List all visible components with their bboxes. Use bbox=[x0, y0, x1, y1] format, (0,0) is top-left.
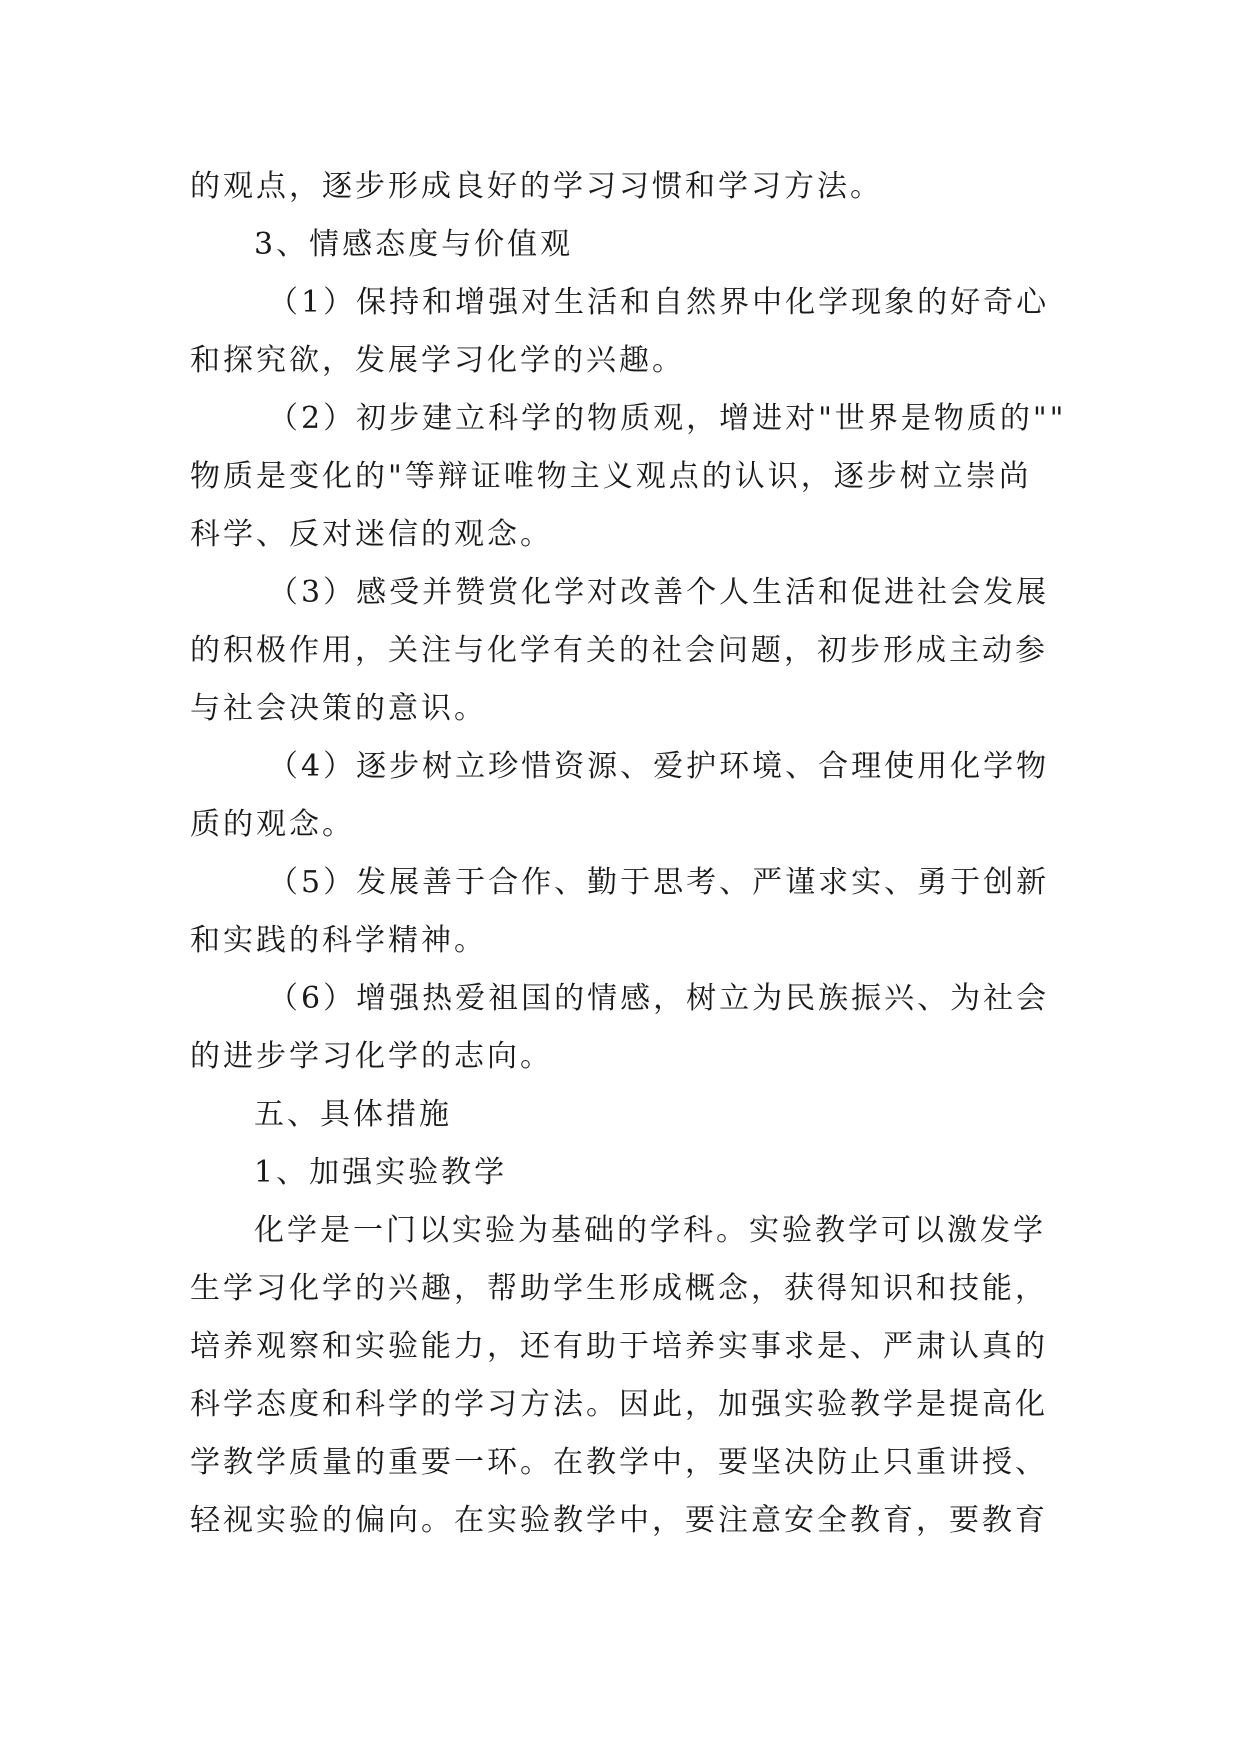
text-line: 轻视实验的偏向。在实验教学中，要注意安全教育，要教育 bbox=[190, 1503, 1048, 1538]
text-line: （6）增强热爱祖国的情感，树立为民族振兴、为社会 bbox=[268, 981, 1050, 1016]
text-line: （2）初步建立科学的物质观，增进对"世界是物质的"" bbox=[268, 401, 1067, 436]
text-line: 的观点，逐步形成良好的学习习惯和学习方法。 bbox=[190, 169, 883, 204]
text-line: 的积极作用，关注与化学有关的社会问题，初步形成主动参 bbox=[190, 633, 1048, 668]
text-line: （5）发展善于合作、勤于思考、严谨求实、勇于创新 bbox=[268, 865, 1050, 900]
text-line: （1）保持和增强对生活和自然界中化学现象的好奇心 bbox=[268, 285, 1050, 320]
text-line: 和实践的科学精神。 bbox=[190, 923, 487, 958]
section-heading: 五、具体措施 bbox=[254, 1097, 452, 1132]
text-line: 培养观察和实验能力，还有助于培养实事求是、严肃认真的 bbox=[190, 1329, 1048, 1364]
text-line: 科学、反对迷信的观念。 bbox=[190, 517, 553, 552]
text-line: （4）逐步树立珍惜资源、爱护环境、合理使用化学物 bbox=[268, 749, 1050, 784]
text-line: 物质是变化的"等辩证唯物主义观点的认识，逐步树立崇尚 bbox=[190, 459, 1032, 494]
document-body bbox=[190, 158, 1067, 1550]
text-line: 与社会决策的意识。 bbox=[190, 691, 487, 726]
text-line: 质的观念。 bbox=[190, 807, 355, 842]
text-line: 学教学质量的重要一环。在教学中，要坚决防止只重讲授、 bbox=[190, 1445, 1048, 1480]
text-line: 和探究欲，发展学习化学的兴趣。 bbox=[190, 343, 685, 378]
section-heading: 1、加强实验教学 bbox=[254, 1155, 508, 1190]
text-line: 的进步学习化学的志向。 bbox=[190, 1039, 553, 1074]
section-heading: 3、情感态度与价值观 bbox=[254, 227, 574, 262]
text-line: 生学习化学的兴趣，帮助学生形成概念，获得知识和技能， bbox=[190, 1271, 1048, 1306]
text-line: 科学态度和科学的学习方法。因此，加强实验教学是提高化 bbox=[190, 1387, 1048, 1422]
text-line: 化学是一门以实验为基础的学科。实验教学可以激发学 bbox=[254, 1213, 1046, 1248]
text-line: （3）感受并赞赏化学对改善个人生活和促进社会发展 bbox=[268, 575, 1050, 610]
